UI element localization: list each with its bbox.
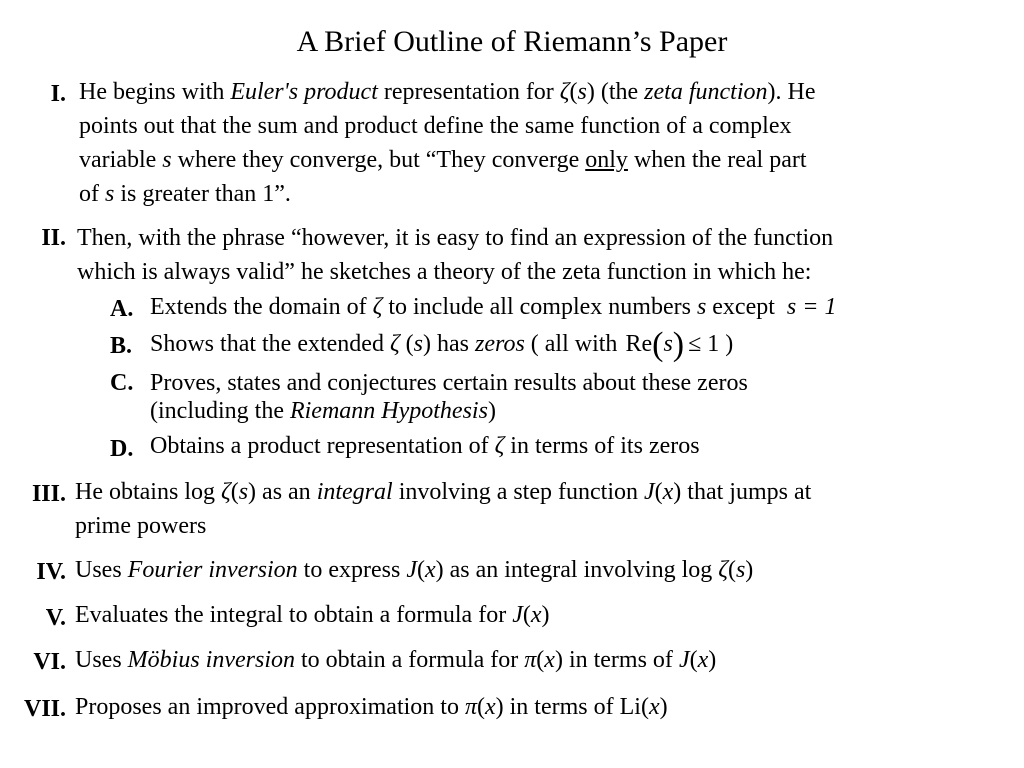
section-number-iv: IV. <box>36 559 66 585</box>
section-i-line-2: points out that the sum and product define the same function of a complex <box>79 113 792 139</box>
section-number-iii: III. <box>31 481 66 507</box>
section-i-line-3: variable s where they converge, but “They converge only when the real part <box>79 147 807 173</box>
real-part-inequality: Re(s) ≤ 1 <box>625 326 720 363</box>
section-iv-text: Uses Fourier inversion to express J(x) as an integral involving log ζ(s) <box>75 557 754 583</box>
subitem-label-c: C. <box>110 370 134 396</box>
section-ii-line-1: Then, with the phrase “however, it is easy to find an expression of the function <box>77 225 834 251</box>
subitem-c-line-2: (including the Riemann Hypothesis) <box>150 398 496 424</box>
section-vi-text: Uses Möbius inversion to obtain a formula for π(x) in terms of J(x) <box>75 647 717 673</box>
section-number-vi: VI. <box>33 649 66 675</box>
section-v-text: Evaluates the integral to obtain a formula for J(x) <box>75 602 550 628</box>
subitem-label-a: A. <box>110 296 134 322</box>
section-iii-line-1: He obtains log ζ(s) as an integral involving a step function J(x) that jumps at <box>75 479 812 505</box>
section-i-line-4: of s is greater than 1”. <box>79 181 291 207</box>
section-i-line-1: He begins with Euler's product representation for ζ(s) (the zeta function). He <box>79 79 816 105</box>
page-title: A Brief Outline of Riemann’s Paper <box>296 25 728 58</box>
section-iii-line-2: prime powers <box>75 513 207 539</box>
subitem-label-b: B. <box>110 333 133 359</box>
subitem-d-text: Obtains a product representation of ζ in terms of its zeros <box>150 433 700 459</box>
subitem-b-text: Shows that the extended ζ (s) has zeros ( all with Re(s) ≤ 1 ) <box>150 326 734 363</box>
section-vii-text: Proposes an improved approximation to π(x) in terms of Li(x) <box>75 694 668 720</box>
subitem-label-d: D. <box>110 436 134 462</box>
equation-s-equals-1: s = 1 <box>786 294 837 320</box>
section-number-i: I. <box>50 81 66 107</box>
section-number-ii: II. <box>41 225 66 251</box>
subitem-c-line-1: Proves, states and conjectures certain results about these zeros <box>150 370 748 396</box>
section-ii-line-2: which is always valid” he sketches a theory of the zeta function in which he: <box>77 259 812 285</box>
section-number-v: V. <box>45 605 66 631</box>
section-number-vii: VII. <box>23 696 66 722</box>
subitem-a-text: Extends the domain of ζ to include all complex numbers s except s = 1 <box>150 294 837 320</box>
